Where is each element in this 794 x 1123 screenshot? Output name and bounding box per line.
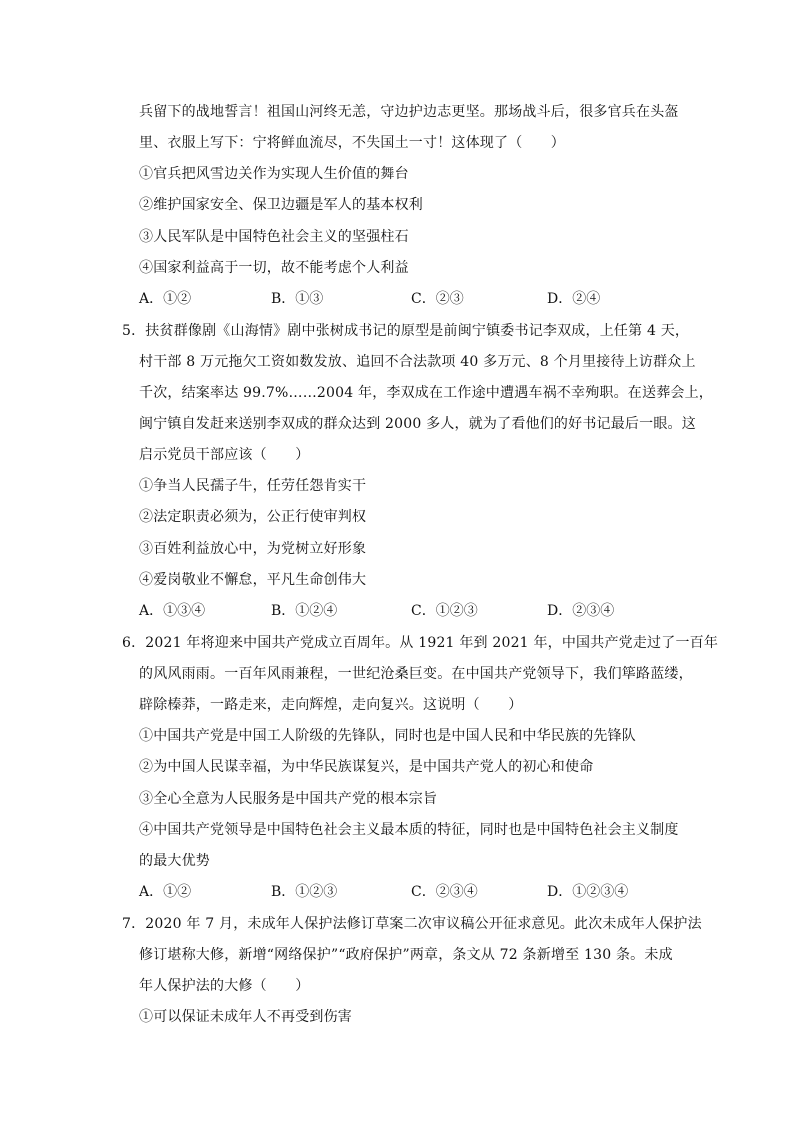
q4-stem-line-2: 里、衣服上写下：宁将鲜血流尽，不失国土一寸！这体现了（ ） [139, 135, 565, 151]
q5-statement-4: ④爱岗敬业不懈怠，平凡生命创伟大 [139, 572, 367, 588]
q6-options [139, 882, 659, 902]
q5-statement-3: ③百姓利益放心中，为党树立好形象 [139, 541, 367, 557]
q4-option-d[interactable]: D．②④ [547, 291, 601, 307]
q4-statement-1: ①官兵把风雪边关作为实现人生价值的舞台 [139, 166, 409, 182]
q6-statement-3: ③全心全意为人民服务是中国共产党的根本宗旨 [139, 791, 438, 807]
q6-statement-2: ②为中国人民谋幸福，为中华民族谋复兴，是中国共产党人的初心和使命 [139, 759, 594, 775]
q5-stem-line-4: 闽宁镇自发赶来送别李双成的群众达到 2000 多人，就为了看他们的好书记最后一眼。这 [139, 416, 696, 432]
q6-statement-4: ④中国共产党领导是中国特色社会主义最本质的特征，同时也是中国特色社会主义制度 [139, 822, 679, 838]
q4-stem-line-1: 兵留下的战地誓言！祖国山河终无恙，守边护边志更坚。那场战斗后，很多官兵在头盔 [139, 104, 679, 120]
q5-stem-line-1: 5．扶贫群像剧《山海情》剧中张树成书记的原型是前闽宁镇委书记李双成，上任第 4 天， [122, 323, 690, 339]
q7-stem-line-3: 年人保护法的大修（ ） [139, 978, 310, 994]
q6-stem-line-1: 6．2021 年将迎来中国共产党成立百周年。从 1921 年到 2021 年，中国共产党走过了一百年 [122, 635, 719, 651]
q6-stem-line-3: 辟除榛莽，一路走来，走向辉煌，走向复兴。这说明（ ） [139, 697, 523, 713]
q5-stem-line-3: 千次，结案率达 99.7%……2004 年，李双成在工作途中遭遇车祸不幸殉职。在送葬会上， [139, 385, 714, 401]
q5-option-d[interactable]: D．②③④ [547, 603, 615, 619]
q5-statement-2: ②法定职责必须为，公正行使审判权 [139, 509, 367, 525]
q4-option-b[interactable]: B．①③ [271, 291, 324, 307]
q4-statement-3: ③人民军队是中国特色社会主义的坚强柱石 [139, 229, 409, 245]
q5-option-b[interactable]: B．①②④ [271, 603, 338, 619]
q6-option-a[interactable]: A．①② [139, 884, 192, 900]
q7-statement-1: ①可以保证未成年人不再受到伤害 [139, 1009, 352, 1025]
q4-statement-2: ②维护国家安全、保卫边疆是军人的基本权利 [139, 197, 423, 213]
q5-statement-1: ①争当人民孺子牛，任劳任怨肯实干 [139, 478, 367, 494]
q5-stem-line-2: 村干部 8 万元拖欠工资如数发放、追回不合法款项 40 多万元、8 个月里接待上访群众上 [139, 354, 696, 370]
q5-option-a[interactable]: A．①③④ [139, 603, 206, 619]
q6-statement-4-cont: 的最大优势 [139, 853, 210, 869]
q4-options [139, 289, 659, 309]
q4-option-a[interactable]: A．①② [139, 291, 192, 307]
q6-stem-line-2: 的风风雨雨。一百年风雨兼程，一世纪沧桑巨变。在中国共产党领导下，我们筚路蓝缕， [139, 666, 693, 682]
q5-options [139, 601, 659, 621]
q6-option-d[interactable]: D．①②③④ [547, 884, 629, 900]
q6-option-b[interactable]: B．①②③ [271, 884, 338, 900]
q6-statement-1: ①中国共产党是中国工人阶级的先锋队，同时也是中国人民和中华民族的先锋队 [139, 728, 636, 744]
q7-stem-line-1: 7．2020 年 7 月，未成年人保护法修订草案二次审议稿公开征求意见。此次未成年人保护法 [122, 916, 702, 932]
q6-option-c[interactable]: C．②③④ [411, 884, 478, 900]
q7-stem-line-2: 修订堪称大修，新增“网络保护”“政府保护”两章，条文从 72 条新增至 130 条。未成 [139, 947, 673, 963]
q5-stem-line-5: 启示党员干部应该（ ） [139, 447, 310, 463]
q4-statement-4: ④国家利益高于一切，故不能考虑个人利益 [139, 260, 409, 276]
q5-option-c[interactable]: C．①②③ [411, 603, 478, 619]
q4-option-c[interactable]: C．②③ [411, 291, 464, 307]
